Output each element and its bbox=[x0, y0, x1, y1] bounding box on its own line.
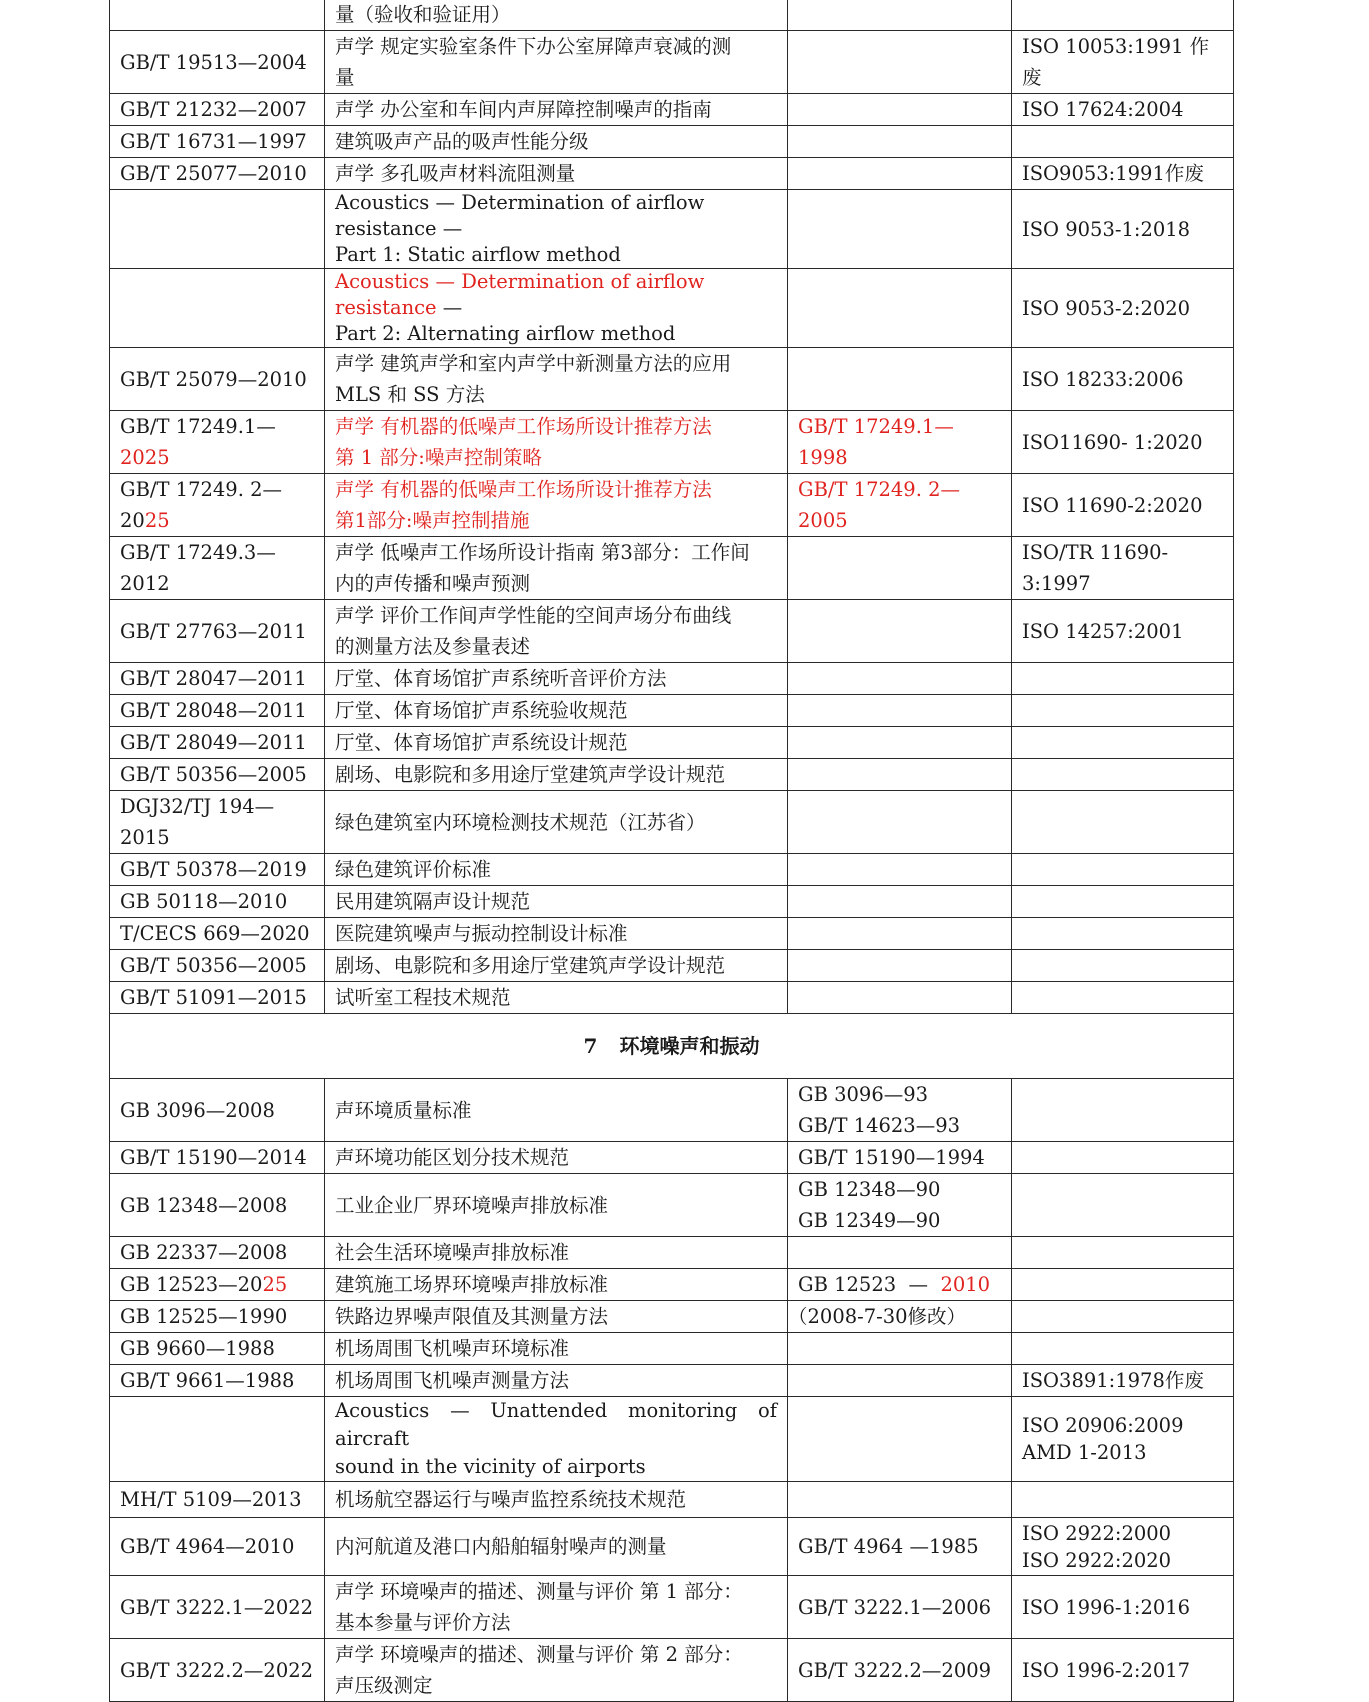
code-cell: GB/T 28049—2011 bbox=[110, 727, 325, 759]
table-row bbox=[110, 1397, 1234, 1482]
old-cell bbox=[788, 600, 1012, 663]
title-cell: 声环境质量标准 bbox=[325, 1079, 788, 1142]
old-cell bbox=[788, 190, 1012, 269]
old-cell bbox=[788, 94, 1012, 126]
code-cell: GB/T 16731—1997 bbox=[110, 126, 325, 158]
code-cell: GB/T 19513—2004 bbox=[110, 31, 325, 94]
table-row bbox=[110, 663, 1234, 695]
title-cell: 建筑施工场界环境噪声排放标准 bbox=[325, 1269, 788, 1301]
title-cell: 工业企业厂界环境噪声排放标准 bbox=[325, 1174, 788, 1237]
code-cell bbox=[110, 269, 325, 348]
code-cell: GB 12525—1990 bbox=[110, 1301, 325, 1333]
code-text: GB 12523—20 bbox=[120, 1273, 263, 1296]
table-row bbox=[110, 411, 1234, 474]
table-row bbox=[110, 600, 1234, 663]
code-cell: GB/T 28047—2011 bbox=[110, 663, 325, 695]
old-cell bbox=[788, 918, 1012, 950]
table-row bbox=[110, 759, 1234, 791]
table-row bbox=[110, 918, 1234, 950]
title-cell bbox=[325, 31, 788, 94]
code-red-text: 25 bbox=[262, 1273, 288, 1296]
title-text: — bbox=[436, 296, 463, 319]
code-cell bbox=[110, 474, 325, 537]
old-cell: GB/T 17249. 2—2005 bbox=[788, 474, 1012, 537]
iso-cell bbox=[1012, 1301, 1234, 1333]
title-line: 声学 规定实验室条件下办公室屏障声衰减的测 bbox=[335, 35, 732, 58]
iso-cell bbox=[1012, 854, 1234, 886]
title-cell bbox=[325, 600, 788, 663]
old-cell bbox=[788, 759, 1012, 791]
title-line: 第 1 部分:噪声控制策略 bbox=[335, 446, 542, 469]
code-cell: GB/T 17249.3—2012 bbox=[110, 537, 325, 600]
old-cell bbox=[788, 854, 1012, 886]
old-cell: GB/T 3222.1—2006 bbox=[788, 1576, 1012, 1639]
iso-line: AMD 1-2013 bbox=[1022, 1441, 1147, 1464]
code-cell bbox=[110, 1397, 325, 1482]
old-cell bbox=[788, 158, 1012, 190]
title-line: Acoustics — Unattended monitoring of aircraft bbox=[335, 1399, 777, 1450]
old-line: GB/T 14623—93 bbox=[798, 1114, 961, 1137]
table-row bbox=[110, 0, 1234, 31]
code-text: GB/T 17249.1— bbox=[120, 415, 276, 438]
table-row bbox=[110, 886, 1234, 918]
title-cell: 声环境功能区划分技术规范 bbox=[325, 1142, 788, 1174]
iso-cell: ISO 1996-2:2017 bbox=[1012, 1639, 1234, 1702]
table-row bbox=[110, 1174, 1234, 1237]
code-cell: GB/T 50356—2005 bbox=[110, 759, 325, 791]
old-cell bbox=[788, 1482, 1012, 1518]
table-row bbox=[110, 1365, 1234, 1397]
title-cell: 机场周围飞机噪声测量方法 bbox=[325, 1365, 788, 1397]
code-cell: GB 22337—2008 bbox=[110, 1237, 325, 1269]
section-number: 7 bbox=[583, 1033, 598, 1058]
standards-table bbox=[109, 0, 1234, 1702]
code-cell: GB 50118—2010 bbox=[110, 886, 325, 918]
title-cell: 绿色建筑评价标准 bbox=[325, 854, 788, 886]
old-cell bbox=[788, 31, 1012, 94]
title-cell bbox=[325, 348, 788, 411]
iso-cell bbox=[1012, 1237, 1234, 1269]
table-row bbox=[110, 269, 1234, 348]
table-row bbox=[110, 727, 1234, 759]
old-red-text: 2010 bbox=[940, 1273, 991, 1296]
title-line: 第1部分:噪声控制措施 bbox=[335, 509, 530, 532]
title-line: 量 bbox=[335, 66, 355, 89]
title-cell: 厅堂、体育场馆扩声系统设计规范 bbox=[325, 727, 788, 759]
table-row bbox=[110, 190, 1234, 269]
code-cell: GB/T 3222.2—2022 bbox=[110, 1639, 325, 1702]
table-row bbox=[110, 1079, 1234, 1142]
old-line: GB 3096—93 bbox=[798, 1083, 929, 1106]
title-cell: 剧场、电影院和多用途厅堂建筑声学设计规范 bbox=[325, 950, 788, 982]
code-text: GB/T 17249. 2—20 bbox=[120, 478, 283, 532]
iso-cell: ISO3891:1978作废 bbox=[1012, 1365, 1234, 1397]
old-cell bbox=[788, 1174, 1012, 1237]
title-cell bbox=[325, 474, 788, 537]
table-row bbox=[110, 1269, 1234, 1301]
iso-cell bbox=[1012, 663, 1234, 695]
title-cell: 民用建筑隔声设计规范 bbox=[325, 886, 788, 918]
old-cell: GB/T 4964 —1985 bbox=[788, 1518, 1012, 1576]
title-line: Acoustics — Determination of airflow resistance — bbox=[335, 191, 705, 240]
title-cell: 内河航道及港口内船舶辐射噪声的测量 bbox=[325, 1518, 788, 1576]
title-cell: 量（验收和验证用） bbox=[325, 0, 788, 31]
title-line: 声学 有机器的低噪声工作场所设计推荐方法 bbox=[335, 478, 712, 501]
title-cell bbox=[325, 1576, 788, 1639]
title-cell bbox=[325, 1639, 788, 1702]
title-line: Part 1: Static airflow method bbox=[335, 243, 621, 266]
iso-cell bbox=[1012, 982, 1234, 1014]
title-line: 声学 环境噪声的描述、测量与评价 第 2 部分： bbox=[335, 1643, 743, 1666]
iso-cell: ISO 1996-1:2016 bbox=[1012, 1576, 1234, 1639]
code-cell: DGJ32/TJ 194—2015 bbox=[110, 791, 325, 854]
iso-cell: ISO/TR 11690-3:1997 bbox=[1012, 537, 1234, 600]
iso-cell bbox=[1012, 1397, 1234, 1482]
title-line: MLS 和 SS 方法 bbox=[335, 383, 485, 406]
old-cell bbox=[788, 1237, 1012, 1269]
title-cell bbox=[325, 269, 788, 348]
title-line: Part 2: Alternating airflow method bbox=[335, 322, 676, 345]
title-cell: 机场航空器运行与噪声监控系统技术规范 bbox=[325, 1482, 788, 1518]
title-line: sound in the vicinity of airports bbox=[335, 1455, 646, 1478]
iso-cell: ISO 17624:2004 bbox=[1012, 94, 1234, 126]
old-cell bbox=[788, 1365, 1012, 1397]
iso-cell bbox=[1012, 950, 1234, 982]
title-line: 声学 有机器的低噪声工作场所设计推荐方法 bbox=[335, 415, 712, 438]
old-line: GB 12348—90 bbox=[798, 1178, 941, 1201]
code-cell: GB/T 50356—2005 bbox=[110, 950, 325, 982]
iso-cell: ISO 18233:2006 bbox=[1012, 348, 1234, 411]
title-line: 声学 建筑声学和室内声学中新测量方法的应用 bbox=[335, 352, 732, 375]
title-cell bbox=[325, 190, 788, 269]
title-red-text: Acoustics — Determination of airflow resistance bbox=[335, 270, 705, 319]
code-cell: GB/T 25077—2010 bbox=[110, 158, 325, 190]
old-cell bbox=[788, 791, 1012, 854]
table-row bbox=[110, 695, 1234, 727]
iso-cell: ISO 14257:2001 bbox=[1012, 600, 1234, 663]
code-cell: GB/T 50378—2019 bbox=[110, 854, 325, 886]
title-cell bbox=[325, 537, 788, 600]
table-row bbox=[110, 1142, 1234, 1174]
iso-cell: ISO9053:1991作废 bbox=[1012, 158, 1234, 190]
table-row bbox=[110, 1301, 1234, 1333]
title-cell: 建筑吸声产品的吸声性能分级 bbox=[325, 126, 788, 158]
title-cell: 社会生活环境噪声排放标准 bbox=[325, 1237, 788, 1269]
iso-cell bbox=[1012, 695, 1234, 727]
iso-cell bbox=[1012, 1269, 1234, 1301]
old-cell bbox=[788, 1333, 1012, 1365]
title-line: 声压级测定 bbox=[335, 1674, 433, 1697]
old-cell bbox=[788, 348, 1012, 411]
title-line: 声学 环境噪声的描述、测量与评价 第 1 部分： bbox=[335, 1580, 743, 1603]
iso-cell bbox=[1012, 759, 1234, 791]
iso-line: ISO 2922:2000 bbox=[1022, 1521, 1172, 1545]
table-row bbox=[110, 94, 1234, 126]
title-cell: 厅堂、体育场馆扩声系统验收规范 bbox=[325, 695, 788, 727]
old-cell: （2008-7-30修改） bbox=[788, 1301, 1012, 1333]
section-heading bbox=[110, 1014, 1234, 1079]
table-row bbox=[110, 950, 1234, 982]
table-row bbox=[110, 1482, 1234, 1518]
table-row bbox=[110, 348, 1234, 411]
code-red-text: 2025 bbox=[120, 446, 170, 469]
old-cell bbox=[788, 950, 1012, 982]
section-title: 环境噪声和振动 bbox=[619, 1033, 760, 1058]
old-cell bbox=[788, 1269, 1012, 1301]
table-row bbox=[110, 1333, 1234, 1365]
code-cell: GB/T 25079—2010 bbox=[110, 348, 325, 411]
title-line bbox=[335, 269, 777, 321]
old-cell bbox=[788, 126, 1012, 158]
old-line: GB 12349—90 bbox=[798, 1209, 941, 1232]
title-cell: 剧场、电影院和多用途厅堂建筑声学设计规范 bbox=[325, 759, 788, 791]
iso-cell bbox=[1012, 727, 1234, 759]
old-cell bbox=[788, 1079, 1012, 1142]
code-cell: MH/T 5109—2013 bbox=[110, 1482, 325, 1518]
table-row bbox=[110, 854, 1234, 886]
iso-cell: ISO 9053-1:2018 bbox=[1012, 190, 1234, 269]
code-cell: T/CECS 669—2020 bbox=[110, 918, 325, 950]
code-cell: GB/T 51091—2015 bbox=[110, 982, 325, 1014]
code-cell: GB/T 15190—2014 bbox=[110, 1142, 325, 1174]
old-cell: GB/T 15190—1994 bbox=[788, 1142, 1012, 1174]
old-cell: GB/T 3222.2—2009 bbox=[788, 1639, 1012, 1702]
table-row bbox=[110, 791, 1234, 854]
table-row bbox=[110, 158, 1234, 190]
table-row bbox=[110, 1639, 1234, 1702]
iso-cell bbox=[1012, 791, 1234, 854]
table-row bbox=[110, 1518, 1234, 1576]
iso-cell bbox=[1012, 1333, 1234, 1365]
iso-cell bbox=[1012, 126, 1234, 158]
title-line: 声学 评价工作间声学性能的空间声场分布曲线 bbox=[335, 604, 732, 627]
table-row bbox=[110, 982, 1234, 1014]
iso-line: ISO 2922:2020 bbox=[1022, 1548, 1172, 1572]
old-cell bbox=[788, 269, 1012, 348]
code-cell bbox=[110, 1269, 325, 1301]
code-cell bbox=[110, 0, 325, 31]
title-cell: 绿色建筑室内环境检测技术规范（江苏省） bbox=[325, 791, 788, 854]
iso-cell: ISO 10053:1991 作废 bbox=[1012, 31, 1234, 94]
old-cell: GB/T 17249.1—1998 bbox=[788, 411, 1012, 474]
code-cell bbox=[110, 190, 325, 269]
title-cell: 厅堂、体育场馆扩声系统听音评价方法 bbox=[325, 663, 788, 695]
old-cell bbox=[788, 727, 1012, 759]
old-cell bbox=[788, 695, 1012, 727]
iso-cell bbox=[1012, 1142, 1234, 1174]
title-cell: 医院建筑噪声与振动控制设计标准 bbox=[325, 918, 788, 950]
old-cell bbox=[788, 537, 1012, 600]
iso-cell bbox=[1012, 1518, 1234, 1576]
iso-cell: ISO 11690-2:2020 bbox=[1012, 474, 1234, 537]
iso-cell bbox=[1012, 918, 1234, 950]
code-cell: GB/T 27763—2011 bbox=[110, 600, 325, 663]
old-cell bbox=[788, 886, 1012, 918]
table-row bbox=[110, 126, 1234, 158]
code-cell: GB/T 21232—2007 bbox=[110, 94, 325, 126]
iso-cell bbox=[1012, 1482, 1234, 1518]
title-line: 的测量方法及参量表述 bbox=[335, 635, 531, 658]
code-cell: GB/T 9661—1988 bbox=[110, 1365, 325, 1397]
old-cell bbox=[788, 663, 1012, 695]
old-cell bbox=[788, 0, 1012, 31]
table-row bbox=[110, 537, 1234, 600]
iso-line: ISO 20906:2009 bbox=[1022, 1414, 1184, 1437]
old-cell bbox=[788, 982, 1012, 1014]
table-row bbox=[110, 1576, 1234, 1639]
title-line: 声学 低噪声工作场所设计指南 第3部分：工作间 bbox=[335, 541, 750, 564]
iso-cell bbox=[1012, 886, 1234, 918]
title-cell bbox=[325, 411, 788, 474]
iso-cell: ISO 9053-2:2020 bbox=[1012, 269, 1234, 348]
code-cell: GB 3096—2008 bbox=[110, 1079, 325, 1142]
code-cell: GB/T 3222.1—2022 bbox=[110, 1576, 325, 1639]
title-cell bbox=[325, 1397, 788, 1482]
old-cell bbox=[788, 1397, 1012, 1482]
table-row bbox=[110, 474, 1234, 537]
iso-cell bbox=[1012, 1079, 1234, 1142]
iso-cell: ISO11690- 1:2020 bbox=[1012, 411, 1234, 474]
title-cell: 铁路边界噪声限值及其测量方法 bbox=[325, 1301, 788, 1333]
iso-cell bbox=[1012, 1174, 1234, 1237]
code-cell: GB 9660—1988 bbox=[110, 1333, 325, 1365]
title-cell: 声学 多孔吸声材料流阻测量 bbox=[325, 158, 788, 190]
iso-cell bbox=[1012, 0, 1234, 31]
old-text: GB 12523 — bbox=[798, 1273, 941, 1296]
title-cell: 声学 办公室和车间内声屏障控制噪声的指南 bbox=[325, 94, 788, 126]
title-line: 基本参量与评价方法 bbox=[335, 1611, 511, 1634]
table-row bbox=[110, 31, 1234, 94]
title-cell: 机场周围飞机噪声环境标准 bbox=[325, 1333, 788, 1365]
code-cell: GB 12348—2008 bbox=[110, 1174, 325, 1237]
code-cell: GB/T 4964—2010 bbox=[110, 1518, 325, 1576]
code-cell bbox=[110, 411, 325, 474]
table-row bbox=[110, 1237, 1234, 1269]
code-red-text: 25 bbox=[144, 509, 170, 532]
title-cell: 试听室工程技术规范 bbox=[325, 982, 788, 1014]
title-line: 内的声传播和噪声预测 bbox=[335, 572, 531, 595]
code-cell: GB/T 28048—2011 bbox=[110, 695, 325, 727]
section-heading-row bbox=[110, 1014, 1234, 1079]
